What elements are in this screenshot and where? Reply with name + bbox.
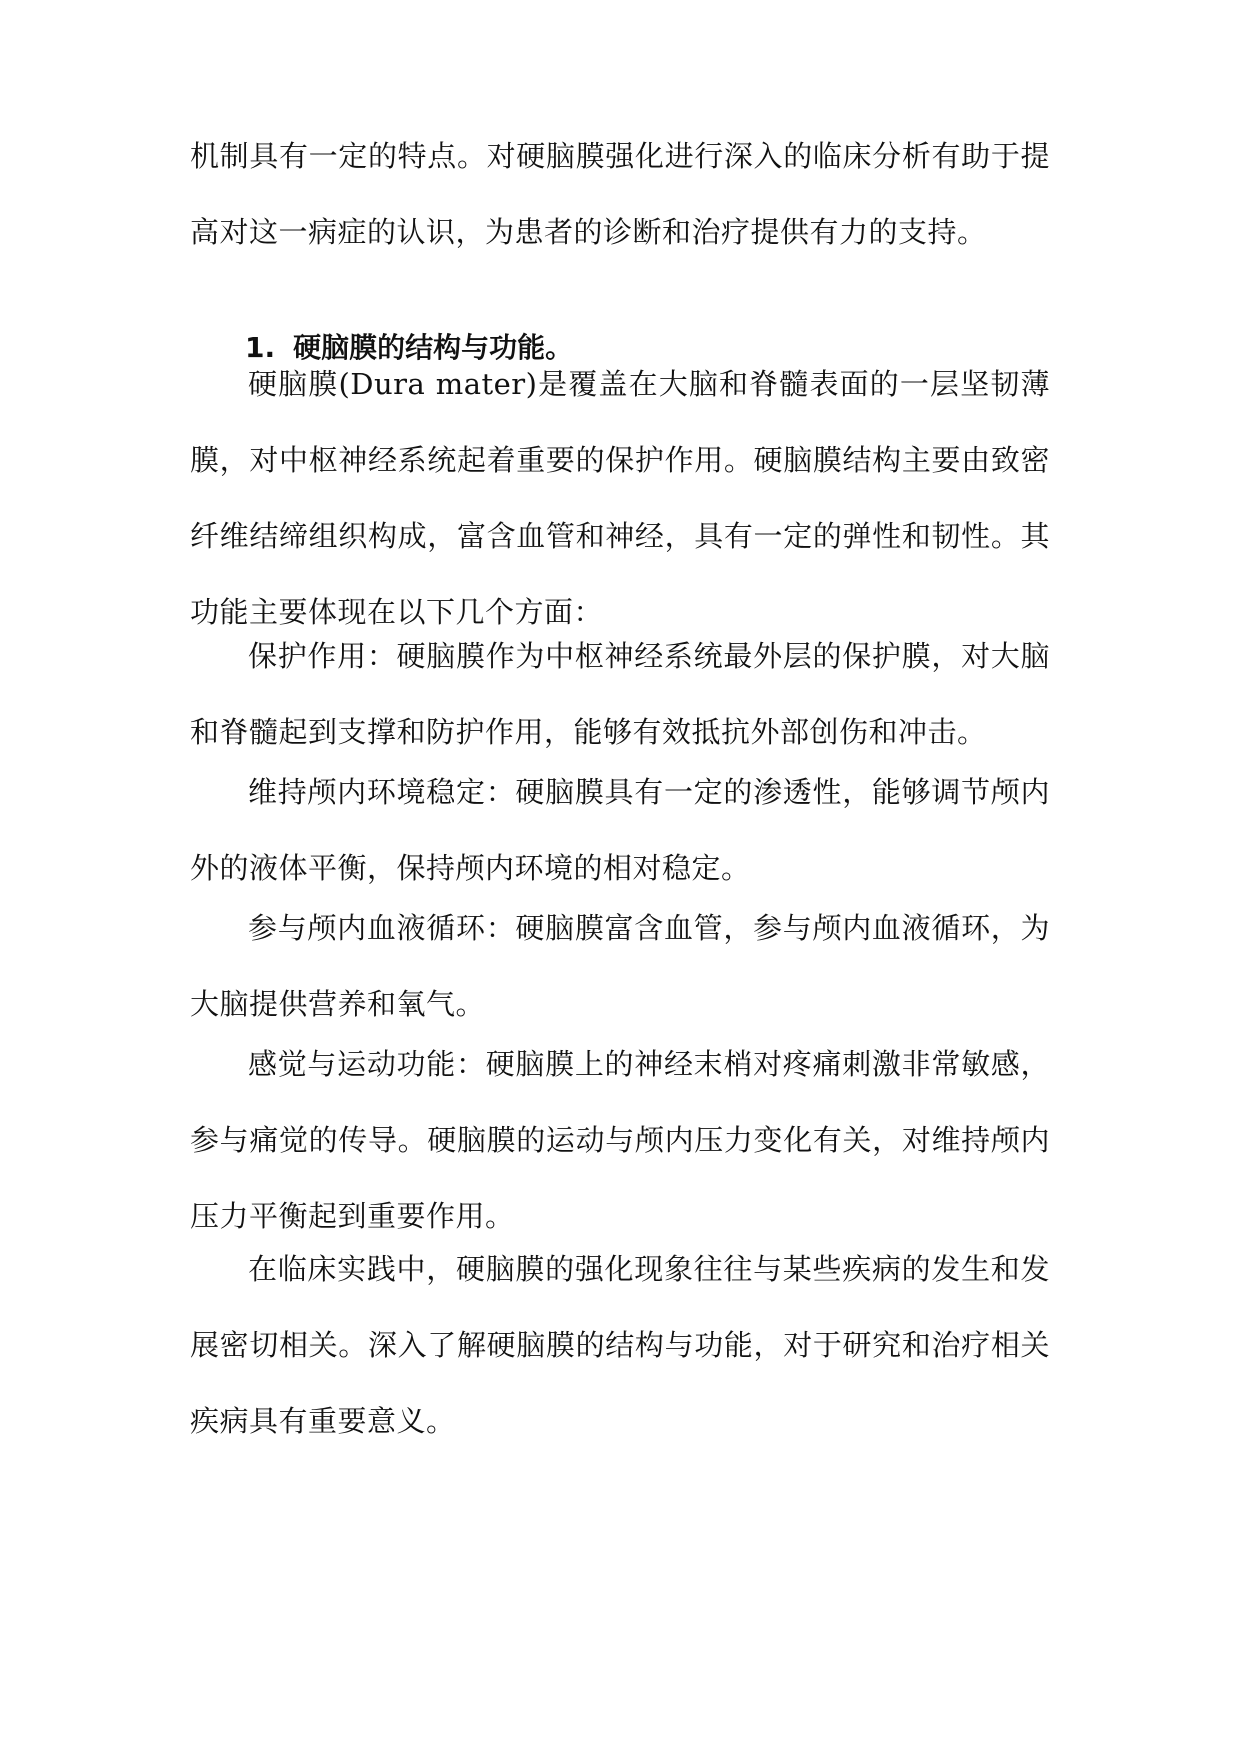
paragraph-protection: 保护作用：硬脑膜作为中枢神经系统最外层的保护膜，对大脑和脊髓起到支撑和防护作用，能够有效抵抗外部创伤和冲击。 <box>190 639 1050 749</box>
section-number: 1. <box>245 331 276 364</box>
paragraph-stability: 维持颅内环境稳定：硬脑膜具有一定的渗透性，能够调节颅内外的液体平衡，保持颅内环境的相对稳定。 <box>190 775 1050 885</box>
intro-paragraph: 机制具有一定的特点。对硬脑膜强化进行深入的临床分析有助于提高对这一病症的认识，为患者的诊断和治疗提供有力的支持。 <box>190 139 1050 249</box>
paragraph-sensation: 感觉与运动功能：硬脑膜上的神经末梢对疼痛刺激非常敏感，参与痛觉的传导。硬脑膜的运动与颅内压力变化有关，对维持颅内压力平衡起到重要作用。 <box>190 1047 1050 1233</box>
paragraph-dura-intro: 硬脑膜(Dura mater)是覆盖在大脑和脊髓表面的一层坚韧薄膜，对中枢神经系统起着重要的保护作用。硬脑膜结构主要由致密纤维结缔组织构成，富含血管和神经，具有一定的弹性和韧性。其功能主要体现在以下几个方面： <box>190 367 1050 629</box>
paragraph-clinical: 在临床实践中，硬脑膜的强化现象往往与某些疾病的发生和发展密切相关。深入了解硬脑膜的结构与功能，对于研究和治疗相关疾病具有重要意义。 <box>190 1252 1050 1438</box>
paragraph-circulation: 参与颅内血液循环：硬脑膜富含血管，参与颅内血液循环，为大脑提供营养和氧气。 <box>190 911 1050 1021</box>
section-title: 硬脑膜的结构与功能。 <box>293 331 574 364</box>
